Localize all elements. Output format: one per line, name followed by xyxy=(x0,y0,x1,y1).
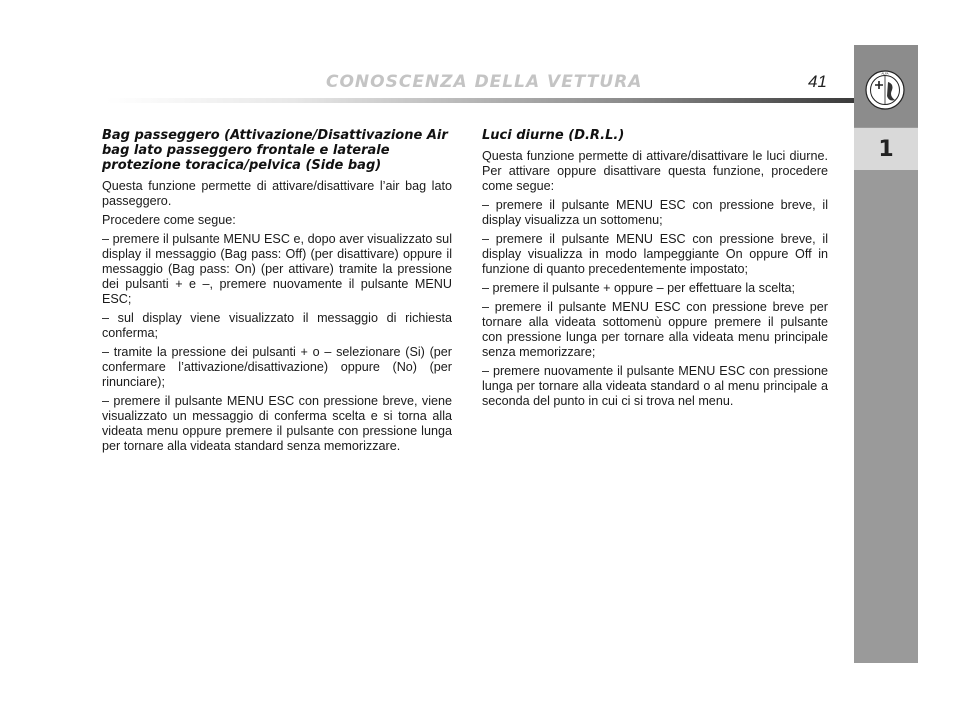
section-heading-bag-passeggero: Bag passeggero (Attivazione/Disattivazione Air bag lato passeggero frontale e laterale protezione toracica/pelvica (Side bag) xyxy=(102,128,448,173)
chapter-number: 1 xyxy=(878,136,894,162)
paragraph: – premere il pulsante + oppure – per effettuare la scelta; xyxy=(482,281,796,295)
section-heading-luci-diurne: Luci diurne (D.R.L.) xyxy=(482,128,625,143)
header-rule xyxy=(106,98,854,103)
paragraph: – premere il pulsante MENU ESC e, dopo aver visualizzato sul display il messaggio (Bag pass: Off) (per disattivare) oppure il messaggio (Bag pass: On) (per attivare) tramite la pressione dei pulsanti + e –, premere nuovamente il pulsante MENU ESC; xyxy=(102,232,452,306)
paragraph: – premere il pulsante MENU ESC con pressione breve, il display visualizza in modo lampeggiante On oppure Off in funzione di quanto precedentemente impostato; xyxy=(482,232,828,276)
chapter-box xyxy=(854,128,918,170)
left-column xyxy=(102,128,452,458)
paragraph: Questa funzione permette di attivare/disattivare l’air bag lato passeggero. xyxy=(102,179,452,208)
alfa-romeo-logo-icon xyxy=(865,70,905,110)
svg-text:ALFA: ALFA xyxy=(881,71,889,76)
right-column xyxy=(482,128,828,413)
paragraph: – premere nuovamente il pulsante MENU ESC con pressione lunga per tornare alla videata standard o al menu principale a seconda del punto in cui ci si trova nel menu. xyxy=(482,364,828,408)
paragraph: – premere il pulsante MENU ESC con pressione breve per tornare alla videata sottomenù oppure premere il pulsante con pressione lunga per tornare alla videata menu principale senza memorizzare; xyxy=(482,300,828,359)
paragraph: – sul display viene visualizzato il messaggio di richiesta conferma; xyxy=(102,311,452,340)
paragraph: – premere il pulsante MENU ESC con pressione breve, il display visualizza un sottomenu; xyxy=(482,198,828,227)
page-number: 41 xyxy=(808,72,827,91)
paragraph: – tramite la pressione dei pulsanti + o – selezionare (Si) (per confermare l’attivazione/disattivazione) oppure (No) (per rinunciare); xyxy=(102,345,452,389)
header-title: CONOSCENZA DELLA VETTURA xyxy=(326,72,643,92)
paragraph: – premere il pulsante MENU ESC con pressione breve, viene visualizzato un messaggio di conferma scelta e si torna alla videata menu oppure premere il pulsante con pressione lunga per tornare alla videata standard senza memorizzare. xyxy=(102,394,452,453)
paragraph: Procedere come segue: xyxy=(102,213,236,227)
paragraph: Questa funzione permette di attivare/disattivare le luci diurne. Per attivare oppure disattivare questa funzione, procedere come segue: xyxy=(482,149,828,193)
